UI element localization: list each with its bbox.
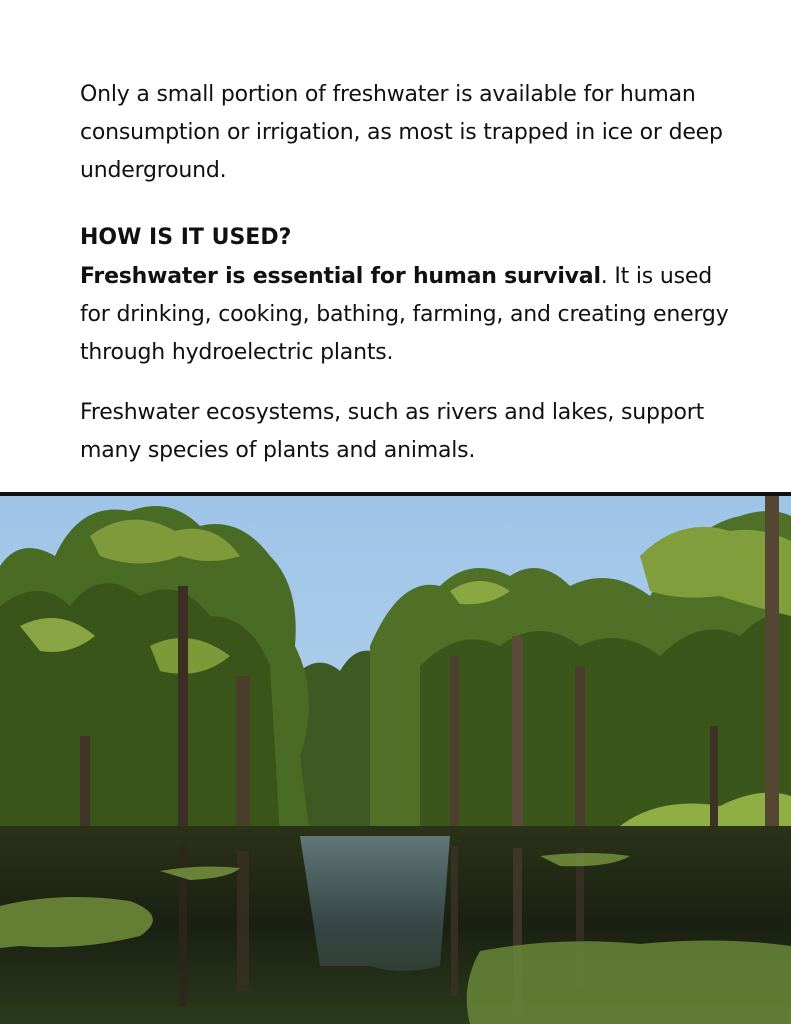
cypress-swamp-photo (0, 496, 791, 1024)
section-heading: HOW IS IT USED? (80, 225, 292, 250)
intro-paragraph: Only a small portion of freshwater is available for human consumption or irrigation, as most is trapped in ice or deep underground. (80, 82, 723, 183)
usage-paragraph (80, 258, 740, 372)
ecosystems-paragraph: Freshwater ecosystems, such as rivers and lakes, support many species of plants and animals. (80, 400, 705, 463)
usage-lead-bold: Freshwater is essential for human survival (80, 264, 601, 289)
usage-rest: . It is used for drinking, cooking, bathing, farming, and creating energy through hydroelectric plants. (80, 264, 729, 365)
